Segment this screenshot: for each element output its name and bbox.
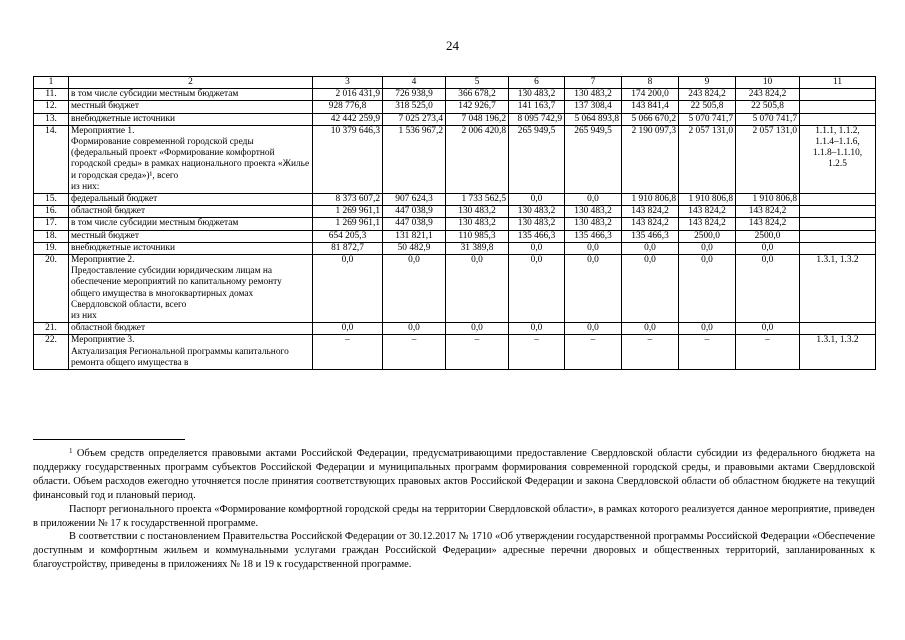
value-cell: 318 525,0: [383, 101, 446, 113]
value-cell: 0,0: [565, 255, 622, 323]
value-cell: 654 205,3: [313, 230, 383, 242]
row-number-cell: 13.: [34, 113, 69, 125]
value-cell: 8 373 607,2: [313, 194, 383, 206]
value-cell: –: [446, 335, 509, 370]
value-cell: 1 910 806,8: [622, 194, 679, 206]
value-cell: 143 824,2: [679, 206, 736, 218]
notes-section: [33, 447, 875, 572]
footnote-mark: 1: [69, 447, 73, 455]
row-number-cell: 18.: [34, 230, 69, 242]
row-number-cell: 20.: [34, 255, 69, 323]
value-cell: 2 057 131,0: [679, 125, 736, 193]
goals-cell: [800, 89, 876, 101]
value-cell: 5 064 893,8: [565, 113, 622, 125]
value-cell: 1 536 967,2: [383, 125, 446, 193]
value-cell: 2 190 097,3: [622, 125, 679, 193]
value-cell: 137 308,4: [565, 101, 622, 113]
row-name-cell: внебюджетные источники: [69, 242, 313, 254]
goals-cell: [800, 206, 876, 218]
goals-cell: 1.3.1, 1.3.2: [800, 255, 876, 323]
value-cell: –: [313, 335, 383, 370]
value-cell: 135 466,3: [509, 230, 565, 242]
value-cell: 42 442 259,9: [313, 113, 383, 125]
row-number-cell: 15.: [34, 194, 69, 206]
value-cell: 143 824,2: [736, 206, 800, 218]
value-cell: 0,0: [679, 255, 736, 323]
value-cell: 141 163,7: [509, 101, 565, 113]
table-header-row: [34, 77, 876, 89]
value-cell: 10 379 646,3: [313, 125, 383, 193]
table-row: [34, 125, 876, 193]
value-cell: 243 824,2: [679, 89, 736, 101]
value-cell: 2500,0: [736, 230, 800, 242]
row-number-cell: 22.: [34, 335, 69, 370]
value-cell: –: [622, 335, 679, 370]
value-cell: 1 910 806,8: [679, 194, 736, 206]
value-cell: 50 482,9: [383, 242, 446, 254]
paragraph-decree: В соответствии с постановлением Правительства Российской Федерации от 30.12.2017 № 1710 «Об утверждении государственной программы Российской Федерации «Обеспечение доступным и комфортным жильем и коммунальными услугами граждан Российской Федерации» адресные перечни дворовых и общественных территорий, запланированных к благоустройству, приведены в приложениях № 18 и 19 к государственной программе.: [33, 531, 875, 571]
value-cell: 265 949,5: [565, 125, 622, 193]
value-cell: 0,0: [565, 194, 622, 206]
row-number-cell: 16.: [34, 206, 69, 218]
value-cell: 0,0: [383, 255, 446, 323]
table-row: [34, 89, 876, 101]
row-name-cell: Мероприятие 1. Формирование современной городской среды (федеральный проект «Формирование комфортной городской среды» в рамках национального проекта «Жилье и городская среда»)¹, всего из них:: [69, 125, 313, 193]
row-name-cell: областной бюджет: [69, 206, 313, 218]
row-number-cell: 17.: [34, 218, 69, 230]
value-cell: –: [679, 335, 736, 370]
goals-cell: [800, 242, 876, 254]
goals-cell: [800, 194, 876, 206]
row-name-cell: в том числе субсидии местным бюджетам: [69, 218, 313, 230]
value-cell: 0,0: [565, 242, 622, 254]
row-name-cell: областной бюджет: [69, 323, 313, 335]
value-cell: 0,0: [509, 242, 565, 254]
value-cell: 265 949,5: [509, 125, 565, 193]
value-cell: 0,0: [446, 323, 509, 335]
value-cell: 0,0: [509, 323, 565, 335]
table-row: [34, 255, 876, 323]
table-row: [34, 113, 876, 125]
value-cell: 0,0: [565, 323, 622, 335]
value-cell: 2 006 420,8: [446, 125, 509, 193]
value-cell: 22 505,8: [736, 101, 800, 113]
row-number-cell: 11.: [34, 89, 69, 101]
value-cell: 7 025 273,4: [383, 113, 446, 125]
value-cell: 0,0: [383, 323, 446, 335]
footnote: [33, 447, 875, 503]
value-cell: 5 066 670,2: [622, 113, 679, 125]
column-header: 8: [622, 77, 679, 89]
goals-cell: [800, 101, 876, 113]
value-cell: 0,0: [622, 255, 679, 323]
column-header: 6: [509, 77, 565, 89]
column-header: 9: [679, 77, 736, 89]
value-cell: 726 938,9: [383, 89, 446, 101]
value-cell: 907 624,3: [383, 194, 446, 206]
column-header: 3: [313, 77, 383, 89]
value-cell: 110 985,3: [446, 230, 509, 242]
value-cell: 447 038,9: [383, 218, 446, 230]
table-row: [34, 206, 876, 218]
table-row: [34, 335, 876, 370]
value-cell: 143 841,4: [622, 101, 679, 113]
value-cell: 0,0: [679, 242, 736, 254]
column-header: 5: [446, 77, 509, 89]
goals-cell: [800, 323, 876, 335]
value-cell: 0,0: [679, 323, 736, 335]
value-cell: 0,0: [446, 255, 509, 323]
value-cell: 0,0: [622, 242, 679, 254]
column-header: 11: [800, 77, 876, 89]
value-cell: 135 466,3: [622, 230, 679, 242]
table-row: [34, 194, 876, 206]
value-cell: 131 821,1: [383, 230, 446, 242]
value-cell: 0,0: [313, 323, 383, 335]
row-name-cell: внебюджетные источники: [69, 113, 313, 125]
value-cell: 1 910 806,8: [736, 194, 800, 206]
value-cell: 928 776,8: [313, 101, 383, 113]
table-row: [34, 323, 876, 335]
value-cell: 22 505,8: [679, 101, 736, 113]
value-cell: 174 200,0: [622, 89, 679, 101]
value-cell: –: [509, 335, 565, 370]
value-cell: 1 269 961,1: [313, 206, 383, 218]
page-number: 24: [446, 38, 459, 53]
value-cell: 5 070 741,7: [679, 113, 736, 125]
value-cell: 2500,0: [679, 230, 736, 242]
value-cell: 2 057 131,0: [736, 125, 800, 193]
value-cell: –: [736, 335, 800, 370]
value-cell: 243 824,2: [736, 89, 800, 101]
value-cell: 142 926,7: [446, 101, 509, 113]
value-cell: 31 389,8: [446, 242, 509, 254]
value-cell: 130 483,2: [565, 206, 622, 218]
row-number-cell: 14.: [34, 125, 69, 193]
goals-cell: [800, 230, 876, 242]
row-name-cell: местный бюджет: [69, 230, 313, 242]
row-number-cell: 12.: [34, 101, 69, 113]
value-cell: 1 733 562,5: [446, 194, 509, 206]
goals-cell: 1.3.1, 1.3.2: [800, 335, 876, 370]
value-cell: 143 824,2: [622, 206, 679, 218]
row-name-cell: местный бюджет: [69, 101, 313, 113]
footnote-text: Объем средств определяется правовыми актами Российской Федерации, предусматривающими предоставление Свердловской области субсидии из федерального бюджета на поддержку государственных программ субъектов Российской Федерации и муниципальных программ формирования современной городской среды, и правовыми актами Свердловской области. Объем расходов ежегодно уточняется после принятия соответствующих правовых актов Российской Федерации и закона Свердловской области об областном бюджете на текущий финансовый год и плановый период.: [33, 448, 875, 501]
value-cell: 143 824,2: [736, 218, 800, 230]
goals-cell: [800, 218, 876, 230]
value-cell: 130 483,2: [565, 89, 622, 101]
value-cell: 0,0: [509, 255, 565, 323]
value-cell: 130 483,2: [509, 218, 565, 230]
value-cell: 135 466,3: [565, 230, 622, 242]
value-cell: 0,0: [736, 255, 800, 323]
value-cell: 5 070 741,7: [736, 113, 800, 125]
column-header: 2: [69, 77, 313, 89]
value-cell: 0,0: [509, 194, 565, 206]
value-cell: 130 483,2: [446, 206, 509, 218]
value-cell: 143 824,2: [622, 218, 679, 230]
value-cell: 0,0: [736, 242, 800, 254]
table-row: [34, 230, 876, 242]
column-header: 7: [565, 77, 622, 89]
value-cell: 0,0: [736, 323, 800, 335]
value-cell: 130 483,2: [509, 89, 565, 101]
row-number-cell: 19.: [34, 242, 69, 254]
value-cell: 7 048 196,2: [446, 113, 509, 125]
value-cell: 81 872,7: [313, 242, 383, 254]
row-name-cell: Мероприятие 3. Актуализация Региональной программы капитального ремонта общего имущества в: [69, 335, 313, 370]
table-row: [34, 218, 876, 230]
value-cell: 0,0: [313, 255, 383, 323]
value-cell: 366 678,2: [446, 89, 509, 101]
value-cell: –: [565, 335, 622, 370]
value-cell: 130 483,2: [565, 218, 622, 230]
column-header: 1: [34, 77, 69, 89]
value-cell: 447 038,9: [383, 206, 446, 218]
goals-cell: 1.1.1, 1.1.2, 1.1.4–1.1.6, 1.1.8–1.1.10, 1.2.5: [800, 125, 876, 193]
column-header: 10: [736, 77, 800, 89]
value-cell: 2 016 431,9: [313, 89, 383, 101]
paragraph-passport: Паспорт регионального проекта «Формирование комфортной городской среды на территории Свердловской области», в рамках которого реализуется данное мероприятие, приведен в приложении № 17 к государственной программе.: [33, 503, 875, 529]
value-cell: 130 483,2: [446, 218, 509, 230]
value-cell: –: [383, 335, 446, 370]
funding-table: [33, 76, 876, 370]
row-number-cell: 21.: [34, 323, 69, 335]
value-cell: 0,0: [622, 323, 679, 335]
row-name-cell: в том числе субсидии местным бюджетам: [69, 89, 313, 101]
value-cell: 1 269 961,1: [313, 218, 383, 230]
goals-cell: [800, 113, 876, 125]
row-name-cell: Мероприятие 2. Предоставление субсидии юридическим лицам на обеспечение мероприятий по капитальному ремонту общего имущества в многоквартирных домах Свердловской области, всего из них: [69, 255, 313, 323]
value-cell: 130 483,2: [509, 206, 565, 218]
table-row: [34, 242, 876, 254]
column-header: 4: [383, 77, 446, 89]
table-row: [34, 101, 876, 113]
value-cell: 143 824,2: [679, 218, 736, 230]
footnote-separator: [33, 439, 185, 440]
row-name-cell: федеральный бюджет: [69, 194, 313, 206]
value-cell: 8 095 742,9: [509, 113, 565, 125]
